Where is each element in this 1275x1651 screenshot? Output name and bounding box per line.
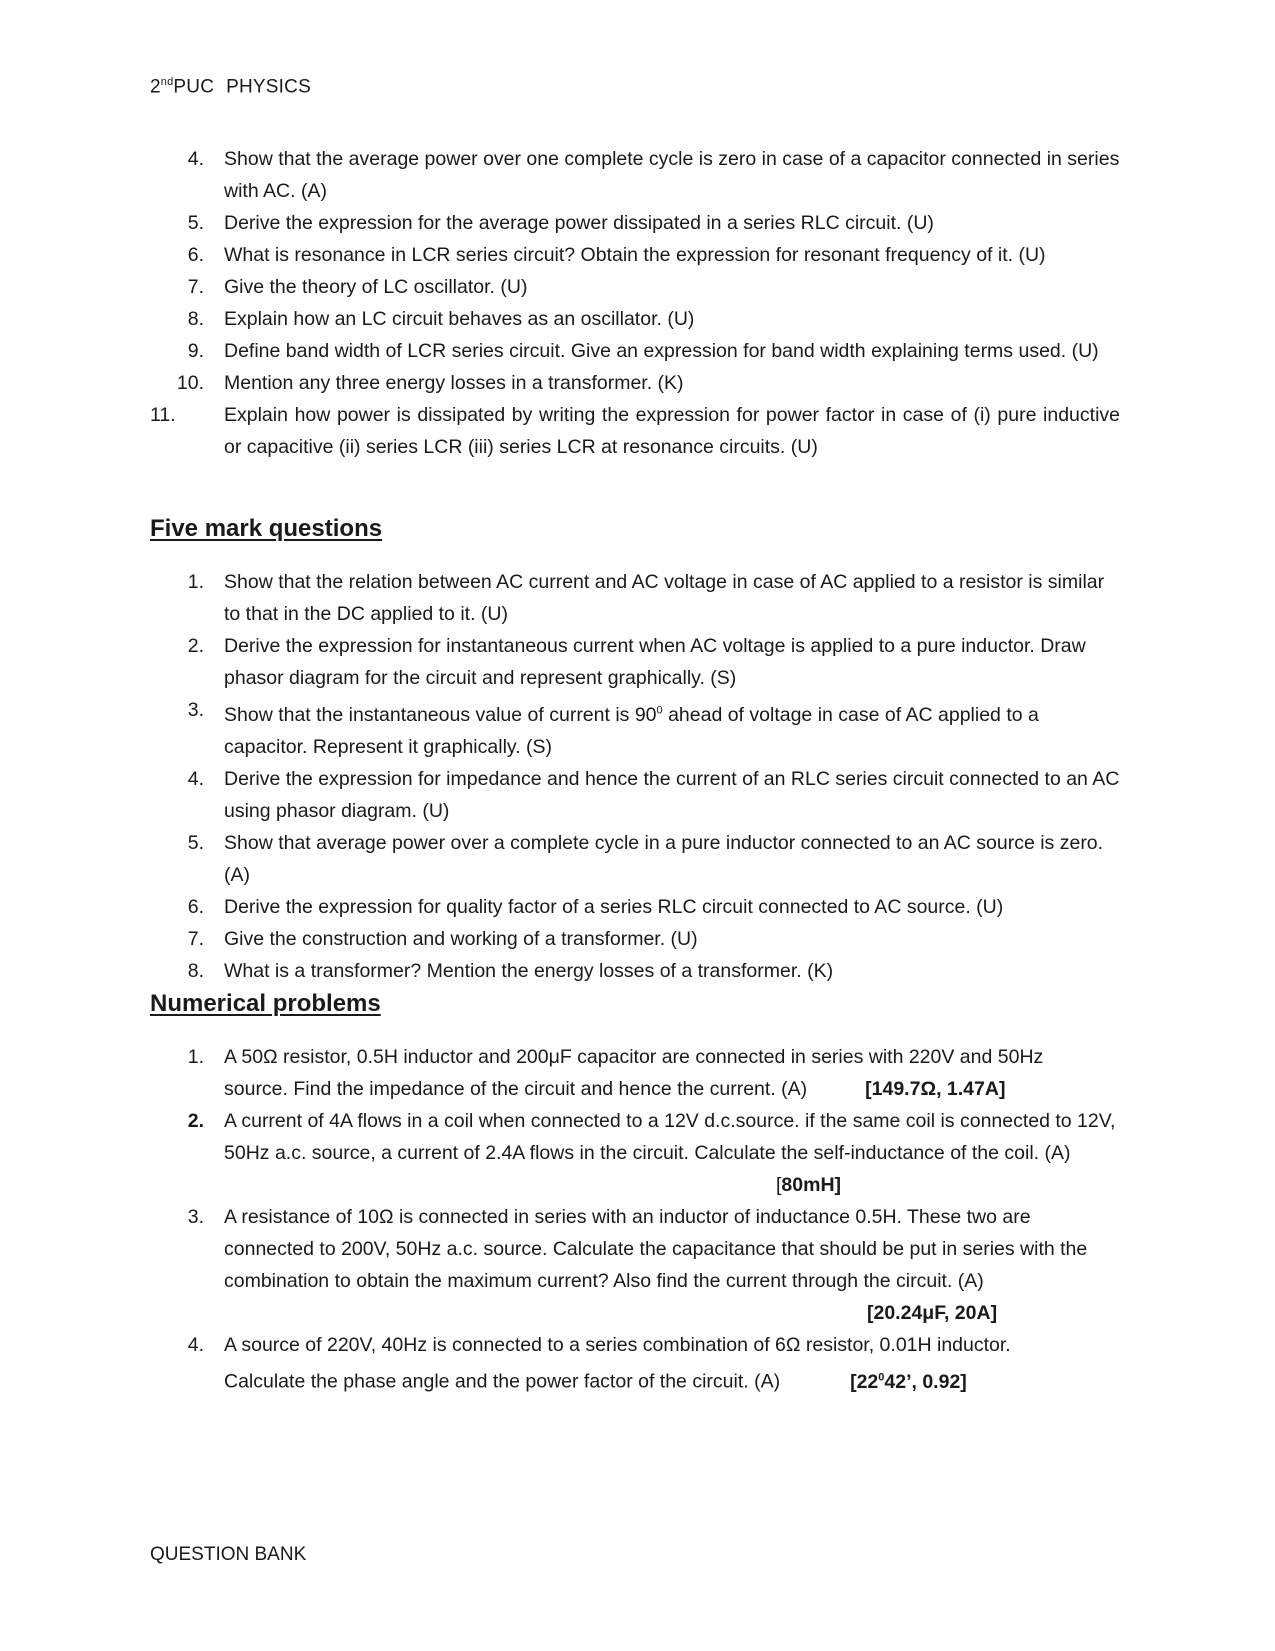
answer-part: [22 [850, 1370, 879, 1393]
section-title-numerical: Numerical problems [150, 990, 381, 1017]
question-text: Explain how power is dissipated by writing the expression for power factor in case of (i) pure inductive or capacitive (ii) series LCR (iii) series LCR at resonance circuits. (U) [224, 404, 1120, 458]
question-text: Mention any three energy losses in a transformer. (K) [224, 372, 684, 394]
question-text: A resistance of 10Ω is connected in series with an inductor of inductance 0.5H. These two are connected to 200V, 50Hz a.c. source. Calculate the capacitance that should be put in series with the combination to obtain the maximum current? Also find the current through the circuit. (A) [224, 1206, 1088, 1292]
list-item [150, 1041, 1120, 1105]
list-item [150, 303, 1120, 335]
list-item [150, 1329, 1120, 1398]
question-number: 8. [187, 959, 204, 982]
list-item [150, 239, 1120, 271]
question-text: Give the theory of LC oscillator. (U) [224, 276, 528, 298]
question-text: What is a transformer? Mention the energy losses of a transformer. (K) [224, 959, 834, 982]
question-number: 10. [176, 372, 204, 394]
question-text: Show that average power over a complete cycle in a pure inductor connected to an AC source is zero. (A) [224, 831, 1104, 886]
question-number: 7. [187, 276, 204, 298]
question-number: 7. [187, 927, 204, 950]
question-number: 2. [187, 635, 204, 657]
question-number: 8. [187, 308, 204, 330]
answer-part: 42’, 0.92] [884, 1370, 967, 1393]
answer-bracket: [ [776, 1174, 782, 1196]
list-item [150, 207, 1120, 239]
question-text: Derive the expression for quality factor of a series RLC circuit connected to AC source. (U) [224, 895, 1004, 918]
section-title-five-mark: Five mark questions [150, 515, 383, 542]
question-text: Derive the expression for instantaneous current when AC voltage is applied to a pure inductor. Draw phasor diagram for the circuit and represent graphically. (S) [224, 635, 1086, 689]
question-text-line: Calculate the phase angle and the power factor of the circuit. (A) [224, 1370, 781, 1393]
degree-superscript: 0 [878, 1371, 885, 1383]
degree-superscript: 0 [656, 704, 663, 716]
question-number: 1. [187, 571, 204, 593]
question-number: 3. [187, 699, 204, 721]
question-text-part: Show that the instantaneous value of current is 90 [224, 703, 657, 726]
question-text: What is resonance in LCR series circuit? Obtain the expression for resonant frequency of it. (U) [224, 244, 1046, 266]
answer [780, 1371, 967, 1393]
question-number: 11. [150, 404, 176, 426]
question-number: 2. [187, 1110, 204, 1132]
question-number: 6. [187, 244, 204, 266]
list-item [150, 143, 1120, 207]
list-item [150, 955, 1120, 987]
question-text: Show that the relation between AC current and AC voltage in case of AC applied to a resistor is similar to that in the DC applied to it. (U) [224, 571, 1105, 625]
question-number: 4. [187, 1334, 204, 1356]
list-item [150, 271, 1120, 303]
question-number: 6. [187, 895, 204, 918]
question-text: Give the construction and working of a transformer. (U) [224, 927, 698, 950]
five-mark-question-list [150, 566, 1120, 987]
list-item [150, 367, 1120, 399]
list-item [150, 630, 1120, 694]
page-header [150, 76, 311, 98]
answer: [20.24μF, 20A] [867, 1302, 998, 1324]
list-item [150, 566, 1120, 630]
question-text: Explain how an LC circuit behaves as an oscillator. (U) [224, 308, 695, 330]
page-footer: QUESTION BANK [150, 1544, 307, 1565]
question-text-line: source. Find the impedance of the circuit and hence the current. (A) [224, 1078, 808, 1100]
header-subject: PHYSICS [226, 76, 311, 98]
list-item [150, 335, 1120, 367]
header-grade: 2 [150, 76, 161, 98]
question-text: A current of 4A flows in a coil when connected to a 12V d.c.source. if the same coil is connected to 12V, 50Hz a.c. source, a current of 2.4A flows in the circuit. Calculate the self-inductance of the coil. (A) [224, 1110, 1116, 1164]
header-grade-suffix: nd [160, 76, 174, 88]
question-number: 3. [187, 1206, 204, 1228]
question-text: Show that the average power over one complete cycle is zero in case of a capacitor connected in series with AC. (A) [224, 148, 1120, 202]
question-number: 5. [187, 212, 204, 234]
question-number: 1. [187, 1046, 204, 1068]
list-item [150, 399, 1120, 463]
question-number: 4. [187, 767, 204, 790]
question-text: Derive the expression for impedance and hence the current of an RLC series circuit connected to an AC using phasor diagram. (U) [224, 767, 1120, 822]
question-text: Define band width of LCR series circuit. Give an expression for band width explaining terms used. (U) [224, 340, 1099, 362]
question-number: 4. [187, 148, 204, 170]
list-item [150, 1201, 1120, 1329]
question-number: 5. [187, 831, 204, 854]
question-text-line: A source of 220V, 40Hz is connected to a series combination of 6Ω resistor, 0.01H inductor. [224, 1334, 1011, 1356]
answer: 80mH] [781, 1174, 842, 1196]
answer: [149.7Ω, 1.47A] [865, 1078, 1006, 1100]
list-item [150, 891, 1120, 923]
continued-question-list [150, 143, 1120, 463]
question-text-part: ahead of voltage in case of AC applied to a capacitor. Represent it graphically. (S) [224, 703, 1039, 758]
header-course: PUC [173, 76, 215, 98]
question-text: Derive the expression for the average power dissipated in a series RLC circuit. (U) [224, 212, 934, 234]
list-item [150, 763, 1120, 827]
question-number: 9. [187, 340, 204, 362]
list-item [150, 827, 1120, 891]
question-text [224, 704, 1039, 758]
list-item [150, 1105, 1120, 1201]
question-text-line: A 50Ω resistor, 0.5H inductor and 200μF capacitor are connected in series with 220V and 50Hz [224, 1046, 1044, 1068]
list-item [150, 923, 1120, 955]
numerical-problem-list [150, 1041, 1120, 1398]
list-item [150, 694, 1120, 763]
